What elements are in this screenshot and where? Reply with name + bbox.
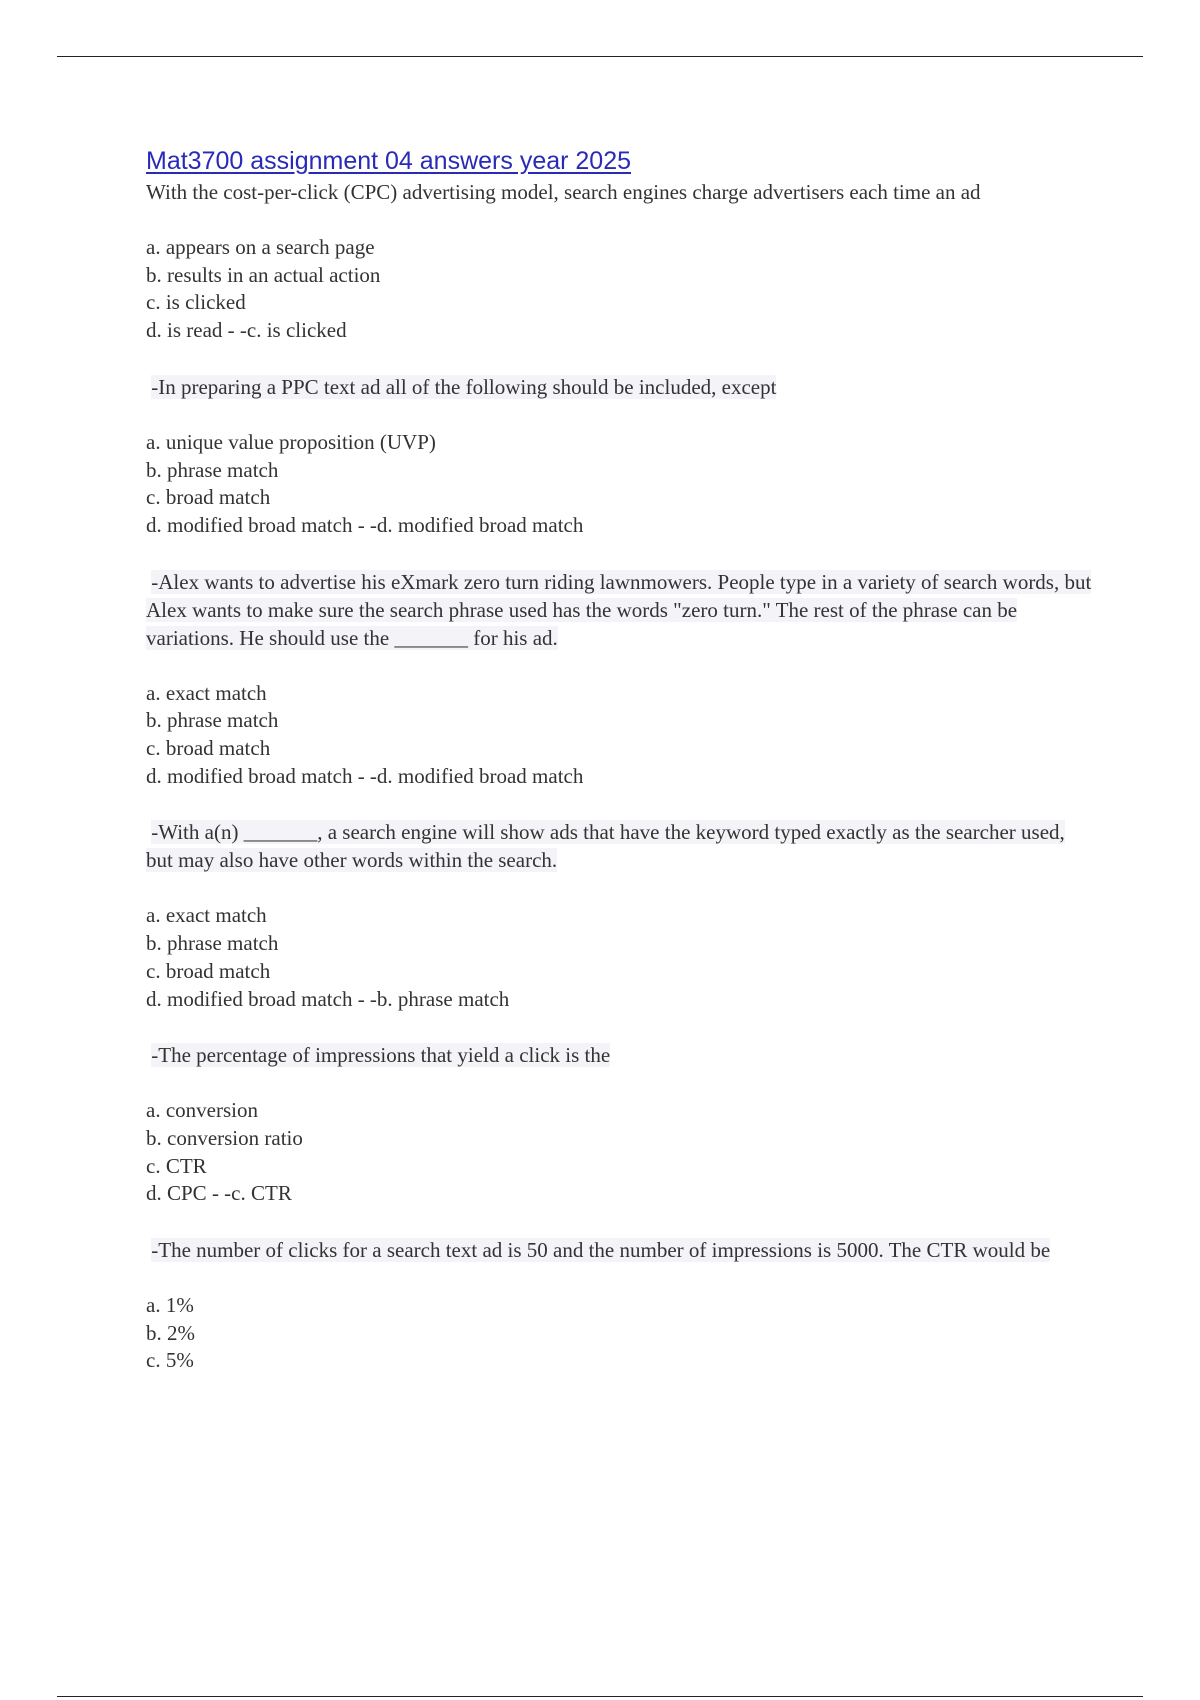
answer-option: b. phrase match [146, 457, 279, 482]
answer-option: a. 1% [146, 1293, 194, 1318]
answer-option: c. broad match [146, 485, 271, 510]
answer-option: b. 2% [146, 1320, 195, 1345]
answer-option: d. modified broad match - -d. modified broad match [146, 512, 584, 537]
footer-rule [57, 1696, 1143, 1697]
question-text: -The percentage of impressions that yield a click is the [151, 1043, 611, 1068]
answer-option: c. 5% [146, 1348, 194, 1373]
question-text: -Alex wants to advertise his eXmark zero turn riding lawnmowers. People type in a variety of search words, but Alex wants to make sure the search phrase used has the words "zero turn." The rest of the phrase can be variations. He should use the _______ for his ad. [146, 569, 1092, 650]
answer-option: c. broad match [146, 958, 271, 983]
document-title-link[interactable]: Mat3700 assignment 04 answers year 2025 [146, 147, 632, 175]
answer-option: d. CPC - -c. CTR [146, 1181, 292, 1206]
answer-options [146, 429, 1096, 540]
answer-option: b. conversion ratio [146, 1125, 303, 1150]
answer-options [146, 1097, 1096, 1208]
answer-option: d. is read - -c. is clicked [146, 318, 347, 343]
answer-option: b. phrase match [146, 708, 279, 733]
answer-option: d. modified broad match - -d. modified broad match [146, 763, 584, 788]
question-text: With the cost-per-click (CPC) advertising model, search engines charge advertisers each time an ad [146, 180, 981, 204]
answer-option: c. broad match [146, 736, 271, 761]
question-text: -With a(n) _______, a search engine will show ads that have the keyword typed exactly as the searcher used, but may also have other words within the search. [146, 820, 1065, 873]
question-text: -In preparing a PPC text ad all of the following should be included, except [151, 374, 777, 399]
answer-option: a. exact match [146, 903, 267, 928]
question-block [146, 568, 1096, 791]
answer-option: b. results in an actual action [146, 262, 381, 287]
answer-option: a. conversion [146, 1098, 258, 1123]
answer-options [146, 1292, 1096, 1375]
question-text: -The number of clicks for a search text ad is 50 and the number of impressions is 5000. The CTR would be [151, 1238, 1051, 1263]
answer-option: a. unique value proposition (UVP) [146, 429, 436, 454]
answer-option: c. CTR [146, 1153, 207, 1178]
document-body [146, 144, 1096, 1375]
answer-option: c. is clicked [146, 290, 246, 315]
question-block [146, 1236, 1096, 1375]
question-block [146, 373, 1096, 540]
answer-option: b. phrase match [146, 931, 279, 956]
header-rule [57, 56, 1143, 57]
answer-option: a. exact match [146, 680, 267, 705]
question-block [146, 178, 1096, 345]
question-block [146, 818, 1096, 1013]
answer-option: d. modified broad match - -b. phrase match [146, 986, 510, 1011]
answer-options [146, 902, 1096, 1013]
question-block [146, 1041, 1096, 1208]
answer-options [146, 680, 1096, 791]
answer-option: a. appears on a search page [146, 235, 375, 259]
answer-options [146, 234, 1096, 345]
